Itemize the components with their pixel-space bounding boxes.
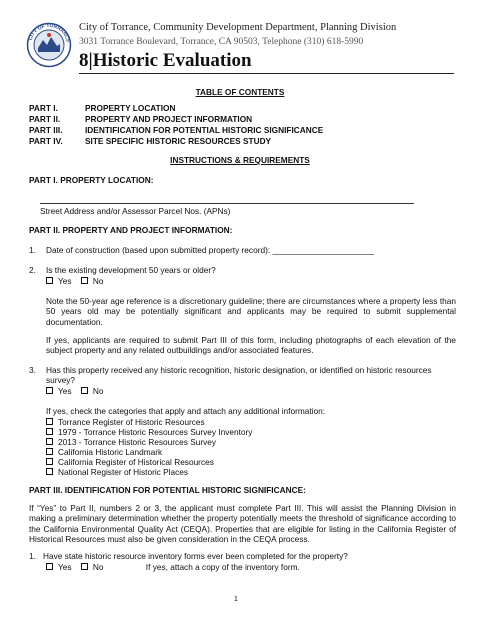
no-checkbox[interactable] bbox=[81, 277, 88, 284]
category-label: National Register of Historic Places bbox=[58, 467, 189, 477]
street-address-caption: Street Address and/or Assessor Parcel Nos. (APNs) bbox=[40, 206, 231, 216]
category-checkbox[interactable] bbox=[46, 448, 53, 455]
construction-date-question: Date of construction (based upon submitted property record): ______________________ bbox=[46, 245, 374, 255]
question-number: 2. bbox=[29, 265, 36, 275]
page-number: 1 bbox=[234, 596, 238, 603]
categories-intro: If yes, check the categories that apply and attach any additional information: bbox=[46, 406, 326, 416]
form-number: 8 bbox=[79, 50, 89, 71]
inventory-forms-question: Have state historic resource inventory forms ever been completed for the property? bbox=[43, 551, 348, 561]
category-item bbox=[46, 427, 252, 437]
historic-recognition-question: Has this property received any historic recognition, historic designation, or identified on historic resources survey? bbox=[46, 365, 432, 386]
yes-label: Yes bbox=[58, 276, 72, 286]
fifty-years-question: Is the existing development 50 years or older? bbox=[46, 265, 216, 275]
toc-part: PART I. bbox=[29, 103, 58, 113]
toc-part: PART III. bbox=[29, 125, 63, 135]
historic-recognition-options bbox=[46, 386, 103, 396]
yes-label: Yes bbox=[58, 386, 72, 396]
category-checkbox[interactable] bbox=[46, 418, 53, 425]
question-number: 3. bbox=[29, 365, 36, 375]
category-item bbox=[46, 457, 214, 467]
category-item bbox=[46, 467, 188, 477]
category-checkbox[interactable] bbox=[46, 458, 53, 465]
yes-checkbox[interactable] bbox=[46, 277, 53, 284]
street-address-field[interactable] bbox=[40, 193, 414, 204]
toc-label: PROPERTY LOCATION bbox=[85, 103, 176, 113]
part3-intro: If “Yes” to Part II, numbers 2 or 3, the applicant must complete Part III. This will assist the Planning Division in making a preliminary determination whether the property potentially meets the threshold of significance according to the California Environmental Quality Act (CEQA). Properties that are eligible for listing in the California Register of Historical Resources must also be given consideration in the CEQA process. bbox=[29, 503, 456, 545]
part2-heading: PART II. PROPERTY AND PROJECT INFORMATION: bbox=[29, 225, 233, 235]
category-label: 2013 - Torrance Historic Resources Survey bbox=[58, 437, 217, 447]
form-title bbox=[79, 50, 252, 72]
no-label: No bbox=[92, 386, 104, 396]
fifty-years-options bbox=[46, 276, 103, 286]
seal-text: CITY OF TORRANCE bbox=[27, 22, 71, 44]
form-title-separator: | bbox=[88, 50, 93, 71]
form-title-text: Historic Evaluation bbox=[92, 50, 252, 71]
category-label: Torrance Register of Historic Resources bbox=[58, 417, 205, 427]
toc-part: PART II. bbox=[29, 114, 61, 124]
question-number: 1. bbox=[29, 551, 36, 561]
inventory-forms-options bbox=[46, 562, 300, 572]
yes-checkbox[interactable] bbox=[46, 563, 53, 570]
part1-heading: PART I. PROPERTY LOCATION: bbox=[29, 175, 154, 185]
city-seal-logo bbox=[26, 22, 72, 68]
category-label: 1979 - Torrance Historic Resources Survey Inventory bbox=[58, 427, 253, 437]
category-label: California Historic Landmark bbox=[58, 447, 163, 457]
category-checkbox[interactable] bbox=[46, 428, 53, 435]
toc-part: PART IV. bbox=[29, 136, 63, 146]
toc-item bbox=[29, 103, 176, 113]
yes-label: Yes bbox=[58, 562, 72, 572]
toc-label: SITE SPECIFIC HISTORIC RESOURCES STUDY bbox=[85, 136, 272, 146]
no-checkbox[interactable] bbox=[81, 563, 88, 570]
question-number: 1. bbox=[29, 245, 36, 255]
category-item bbox=[46, 417, 205, 427]
yes-checkbox[interactable] bbox=[46, 387, 53, 394]
toc-label: PROPERTY AND PROJECT INFORMATION bbox=[85, 114, 253, 124]
no-label: No bbox=[92, 276, 104, 286]
header-organization: City of Torrance, Community Development Department, Planning Division bbox=[79, 22, 397, 33]
toc-item bbox=[29, 136, 271, 146]
no-checkbox[interactable] bbox=[81, 387, 88, 394]
toc-item bbox=[29, 125, 323, 135]
toc-item bbox=[29, 114, 252, 124]
instructions-title: INSTRUCTIONS & REQUIREMENTS bbox=[170, 155, 310, 165]
toc-title: TABLE OF CONTENTS bbox=[195, 87, 285, 97]
category-item bbox=[46, 447, 162, 457]
inventory-forms-note: If yes, attach a copy of the inventory form. bbox=[145, 562, 300, 572]
part3-heading: PART III. IDENTIFICATION FOR POTENTIAL HISTORIC SIGNIFICANCE: bbox=[29, 485, 306, 495]
age-guideline-note: Note the 50-year age reference is a discretionary guideline; there are circumstances where a property less than 50 years old may be potentially significant and applicants may be required to submit supplemental documentation. bbox=[46, 296, 456, 327]
category-label: California Register of Historical Resources bbox=[58, 457, 214, 467]
header-rule bbox=[79, 73, 454, 74]
header-address: 3031 Torrance Boulevard, Torrance, CA 90503, Telephone (310) 618-5990 bbox=[79, 37, 364, 47]
part3-requirement-note: If yes, applicants are required to submit Part III of this form, including photographs of each elevation of the subject property and any related outbuildings and/or associated features. bbox=[46, 335, 456, 356]
category-checkbox[interactable] bbox=[46, 438, 53, 445]
toc-label: IDENTIFICATION FOR POTENTIAL HISTORIC SIGNIFICANCE bbox=[85, 125, 324, 135]
category-checkbox[interactable] bbox=[46, 468, 53, 475]
category-item bbox=[46, 437, 216, 447]
no-label: No bbox=[92, 562, 104, 572]
